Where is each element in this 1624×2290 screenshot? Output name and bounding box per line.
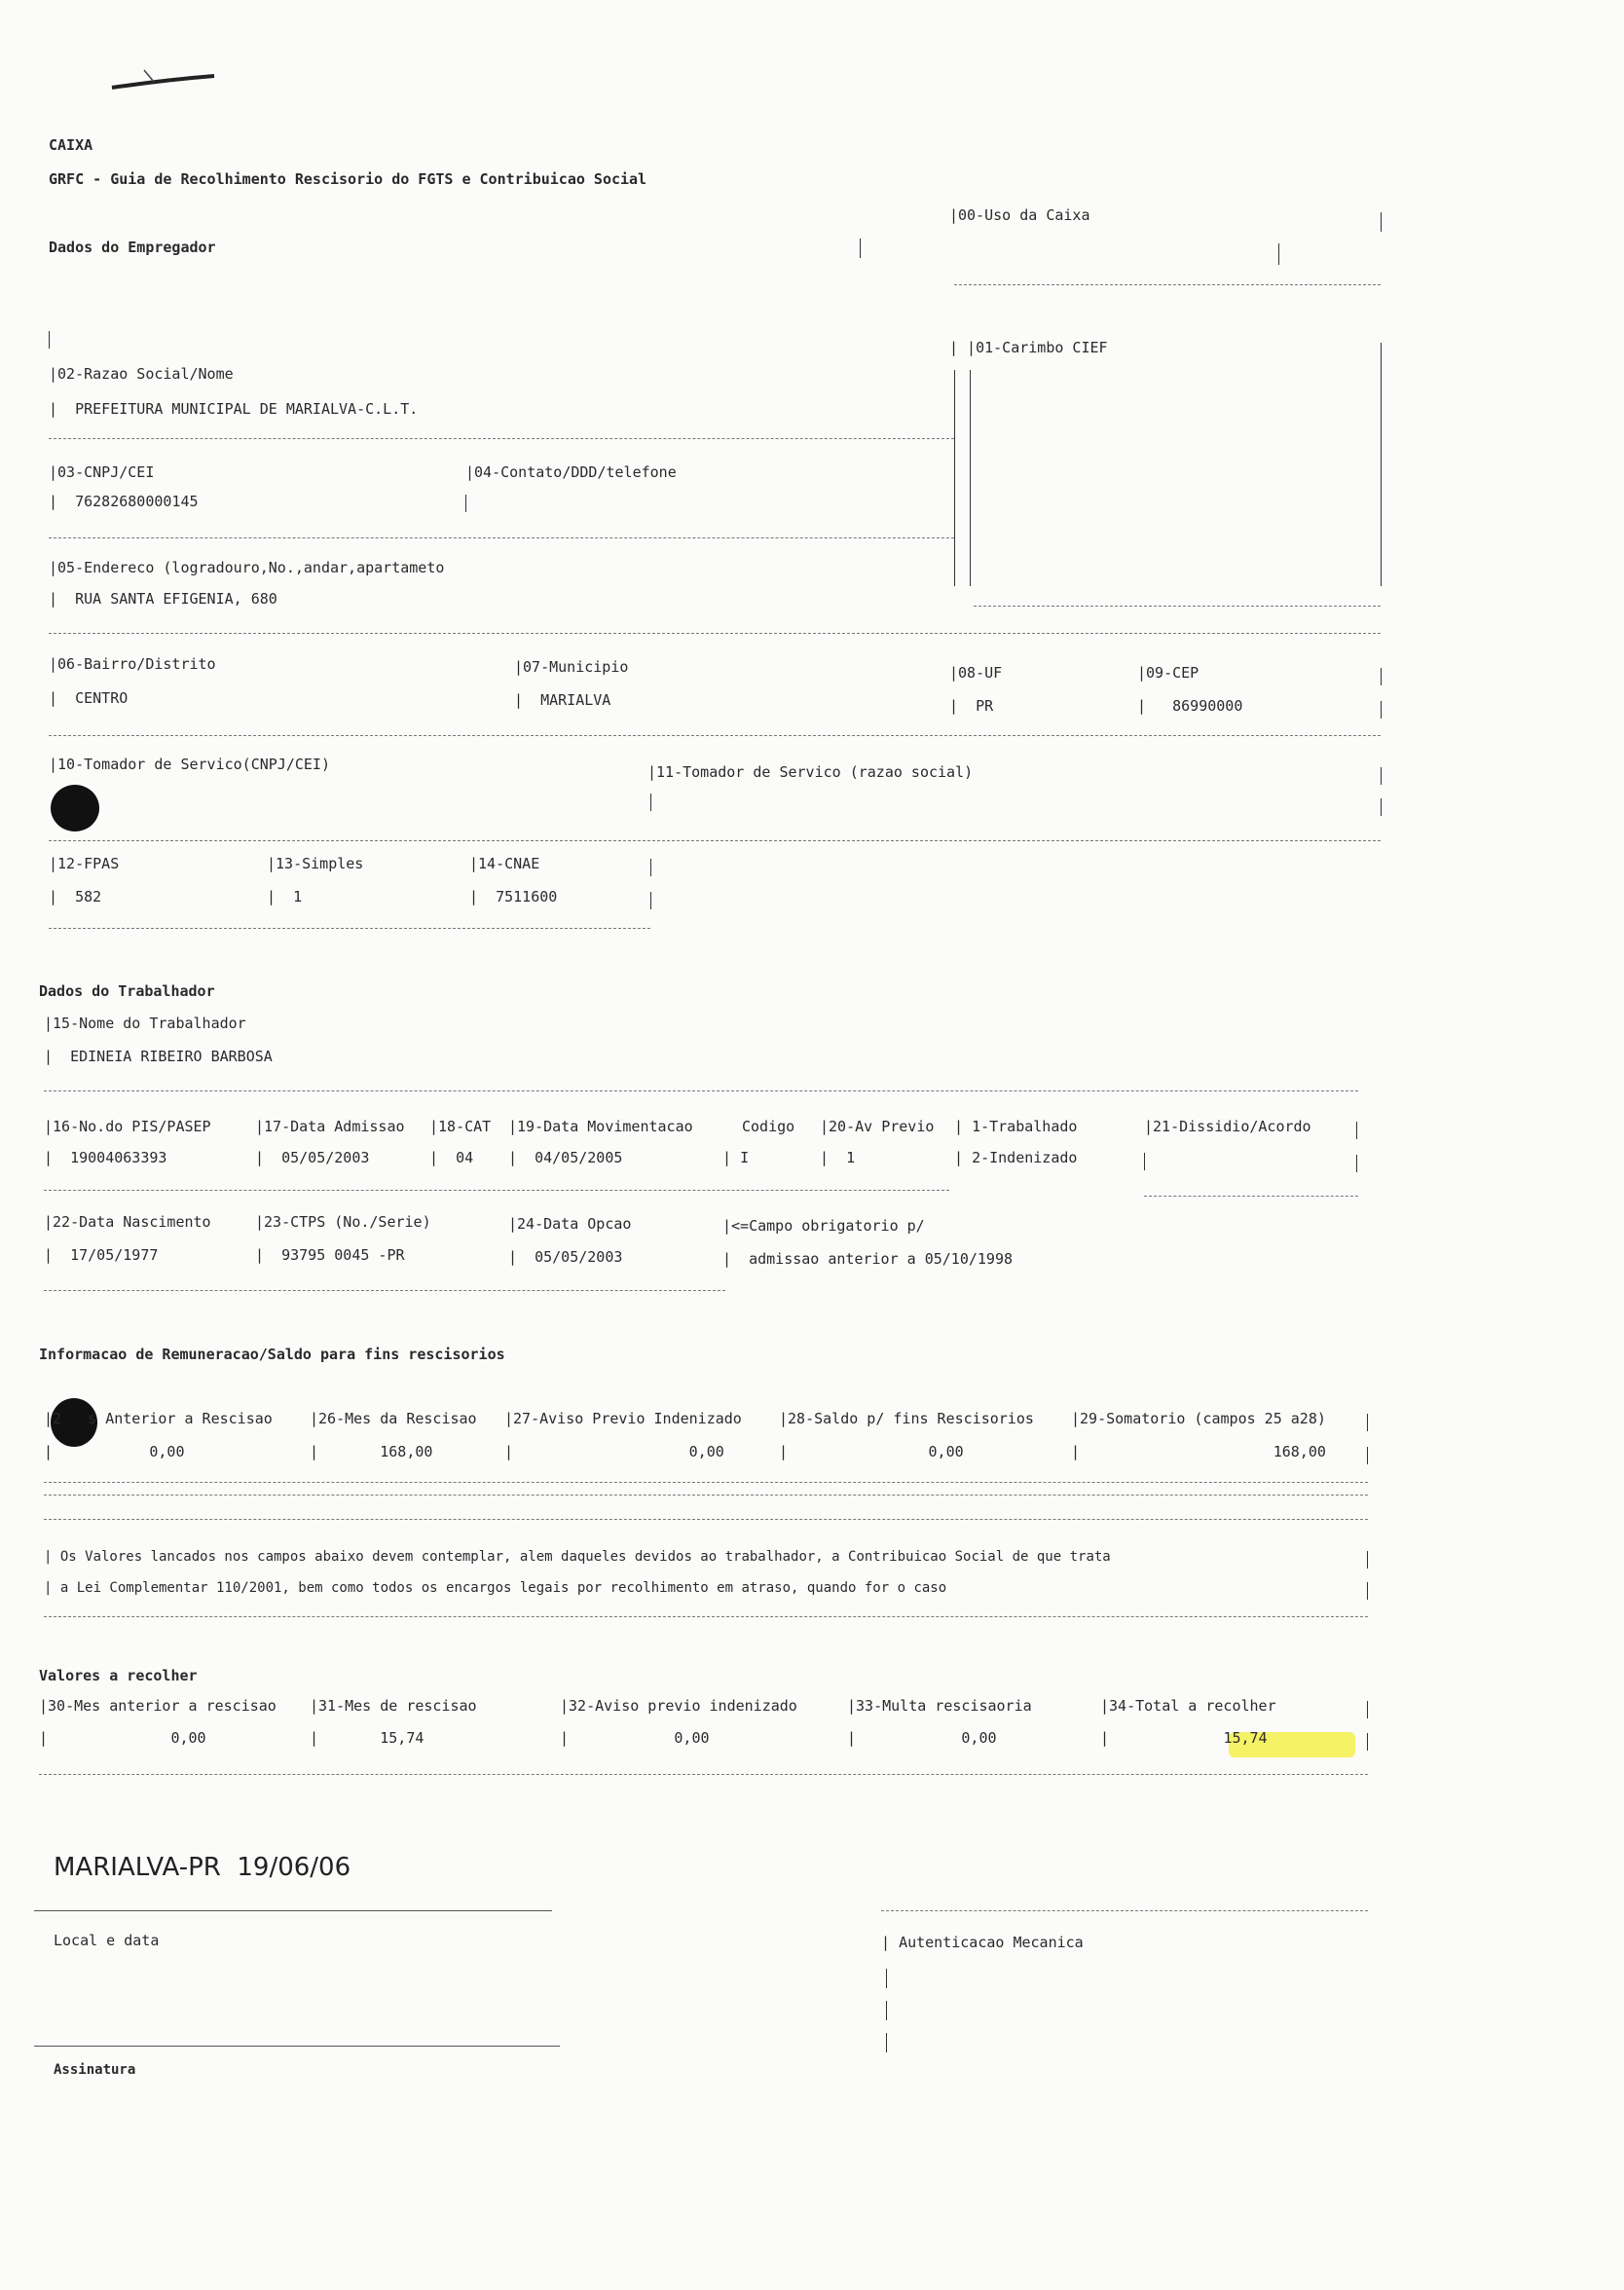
carimbo-bottom [974, 606, 1381, 607]
c25-value: | 0,00 [44, 1443, 185, 1460]
field-divider [1367, 1447, 1368, 1464]
simples-value: | 1 [267, 888, 303, 905]
field-divider [1144, 1153, 1145, 1170]
autenticacao-top [881, 1910, 1368, 1911]
row-separator [44, 1190, 949, 1191]
carimbo-inner-border [970, 370, 971, 586]
field-divider [1367, 1733, 1368, 1751]
row-separator [44, 1090, 1358, 1091]
row-separator [954, 284, 1381, 285]
c33-label: |33-Multa rescisaoria [847, 1697, 1032, 1715]
c31-value: | 15,74 [310, 1729, 424, 1747]
cat-label: |18-CAT [429, 1118, 492, 1135]
cep-label: |09-CEP [1137, 664, 1200, 682]
municipio-label: |07-Municipio [514, 658, 629, 676]
row-separator [44, 1495, 1368, 1496]
worker-section-title: Dados do Trabalhador [39, 982, 215, 1000]
cat-value: | 04 [429, 1149, 474, 1166]
cnae-label: |14-CNAE [469, 855, 540, 872]
dissidio-label: |21-Dissidio/Acordo [1144, 1118, 1311, 1135]
admissao-value: | 05/05/2003 [255, 1149, 370, 1166]
uf-label: |08-UF [949, 664, 1003, 682]
field-divider [886, 2033, 887, 2052]
local-data-value: MARIALVA-PR 19/06/06 [54, 1853, 351, 1882]
c31-label: |31-Mes de rescisao [310, 1697, 477, 1715]
field-divider [886, 2001, 887, 2020]
row-separator [49, 537, 954, 538]
carimbo-left-border [954, 370, 955, 586]
notice-line-2: | a Lei Complementar 110/2001, bem como todos os encargos legais por recolhimento em atraso, quando for o caso [44, 1580, 947, 1596]
movimentacao-label: |19-Data Movimentacao [508, 1118, 693, 1135]
field-divider [860, 239, 861, 258]
bairro-value: | CENTRO [49, 689, 129, 707]
row-separator [49, 735, 1381, 736]
row-separator [39, 1774, 1368, 1775]
c25-label: |2 s Anterior a Rescisao [44, 1410, 273, 1427]
opcao-label: |24-Data Opcao [508, 1215, 632, 1233]
admissao-label: |17-Data Admissao [255, 1118, 405, 1135]
opcao-value: | 05/05/2003 [508, 1248, 623, 1266]
field-divider [1381, 767, 1382, 785]
field-divider [1356, 1155, 1357, 1172]
row-separator [44, 1290, 725, 1291]
uso-caixa-label: |00-Uso da Caixa [949, 206, 1090, 224]
field-divider [1356, 1122, 1357, 1139]
field-divider [1278, 243, 1279, 265]
field-divider [1381, 798, 1382, 816]
remuneracao-section-title: Informacao de Remuneracao/Saldo para fins rescisorios [39, 1346, 505, 1363]
row-separator [44, 1519, 1368, 1520]
local-data-line [34, 1910, 552, 1911]
c27-value: | 0,00 [504, 1443, 724, 1460]
c34-label: |34-Total a recolher [1100, 1697, 1276, 1715]
row-separator [49, 438, 954, 439]
carimbo-right-border [1381, 343, 1382, 586]
c30-label: |30-Mes anterior a rescisao [39, 1697, 277, 1715]
nascimento-label: |22-Data Nascimento [44, 1213, 211, 1231]
pis-label: |16-No.do PIS/PASEP [44, 1118, 211, 1135]
simples-label: |13-Simples [267, 855, 364, 872]
nascimento-value: | 17/05/1977 [44, 1246, 159, 1264]
row-separator [49, 928, 650, 929]
c32-value: | 0,00 [560, 1729, 710, 1747]
local-data-label: Local e data [54, 1932, 160, 1949]
obrigatorio-note: |<=Campo obrigatorio p/ [722, 1217, 925, 1235]
field-divider [650, 859, 651, 876]
indenizado-label: | 2-Indenizado [954, 1149, 1078, 1166]
tomador-razao-label: |11-Tomador de Servico (razao social) [647, 763, 974, 781]
brand-name: CAIXA [49, 136, 93, 154]
aviso-value: | 1 [820, 1149, 856, 1166]
fpas-label: |12-FPAS [49, 855, 120, 872]
field-divider [1381, 212, 1382, 232]
uf-value: | PR [949, 697, 994, 715]
c28-label: |28-Saldo p/ fins Rescisorios [779, 1410, 1034, 1427]
row-separator [49, 633, 1381, 634]
c28-value: | 0,00 [779, 1443, 964, 1460]
cep-value: | 86990000 [1137, 697, 1243, 715]
pen-stroke-mark [107, 58, 224, 97]
movimentacao-value: | 04/05/2005 [508, 1149, 623, 1166]
field-divider [650, 794, 651, 811]
field-divider [886, 1969, 887, 1988]
field-divider [465, 495, 466, 512]
fpas-value: | 582 [49, 888, 102, 905]
cnpj-value: | 76282680000145 [49, 493, 199, 510]
c26-label: |26-Mes da Rescisao [310, 1410, 477, 1427]
autenticacao-label: | Autenticacao Mecanica [881, 1934, 1084, 1951]
endereco-label: |05-Endereco (logradouro,No.,andar,apartameto [49, 559, 445, 576]
row-separator [44, 1482, 1368, 1483]
codigo-label: Codigo [742, 1118, 795, 1135]
assinatura-line [34, 2046, 560, 2047]
ctps-value: | 93795 0045 -PR [255, 1246, 405, 1264]
row-separator [1144, 1196, 1358, 1197]
field-divider [1381, 701, 1382, 719]
trabalhado-label: | 1-Trabalhado [954, 1118, 1078, 1135]
pis-value: | 19004063393 [44, 1149, 167, 1166]
row-separator [49, 840, 1381, 841]
c29-value: | 168,00 [1071, 1443, 1326, 1460]
field-divider [49, 331, 50, 349]
field-divider [1367, 1414, 1368, 1431]
obrigatorio-note-2: | admissao anterior a 05/10/1998 [722, 1250, 1014, 1268]
field-divider [1367, 1551, 1368, 1569]
assinatura-label: Assinatura [54, 2062, 136, 2078]
ctps-label: |23-CTPS (No./Serie) [255, 1213, 431, 1231]
field-divider [1381, 668, 1382, 685]
nome-label: |15-Nome do Trabalhador [44, 1015, 246, 1032]
row-separator [44, 1616, 1368, 1617]
razao-label: |02-Razao Social/Nome [49, 365, 234, 383]
field-divider [650, 892, 651, 909]
aviso-label: |20-Av Previo [820, 1118, 935, 1135]
c27-label: |27-Aviso Previo Indenizado [504, 1410, 742, 1427]
field-divider [1367, 1582, 1368, 1600]
cnpj-label: |03-CNPJ/CEI [49, 463, 155, 481]
tomador-cnpj-label: |10-Tomador de Servico(CNPJ/CEI) [49, 756, 330, 773]
c33-value: | 0,00 [847, 1729, 997, 1747]
c26-value: | 168,00 [310, 1443, 433, 1460]
cnae-value: | 7511600 [469, 888, 558, 905]
field-divider [1367, 1701, 1368, 1718]
carimbo-label: | |01-Carimbo CIEF [949, 339, 1108, 356]
bairro-label: |06-Bairro/Distrito [49, 655, 216, 673]
razao-value: | PREFEITURA MUNICIPAL DE MARIALVA-C.L.T. [49, 400, 419, 418]
c30-value: | 0,00 [39, 1729, 206, 1747]
codigo-value: | I [722, 1149, 750, 1166]
document-title: GRFC - Guia de Recolhimento Rescisorio do FGTS e Contribuicao Social [49, 170, 647, 188]
recolher-section-title: Valores a recolher [39, 1667, 198, 1684]
endereco-value: | RUA SANTA EFIGENIA, 680 [49, 590, 277, 608]
nome-value: | EDINEIA RIBEIRO BARBOSA [44, 1048, 273, 1065]
ink-blot [51, 785, 99, 831]
notice-line-1: | Os Valores lancados nos campos abaixo devem contemplar, alem daqueles devidos ao trabalhador, a Contribuicao Social de que trata [44, 1549, 1111, 1565]
c34-value: | 15,74 [1100, 1729, 1268, 1747]
contato-label: |04-Contato/DDD/telefone [465, 463, 677, 481]
c29-label: |29-Somatorio (campos 25 a28) [1071, 1410, 1326, 1427]
c32-label: |32-Aviso previo indenizado [560, 1697, 797, 1715]
municipio-value: | MARIALVA [514, 691, 611, 709]
employer-section-title: Dados do Empregador [49, 239, 216, 256]
